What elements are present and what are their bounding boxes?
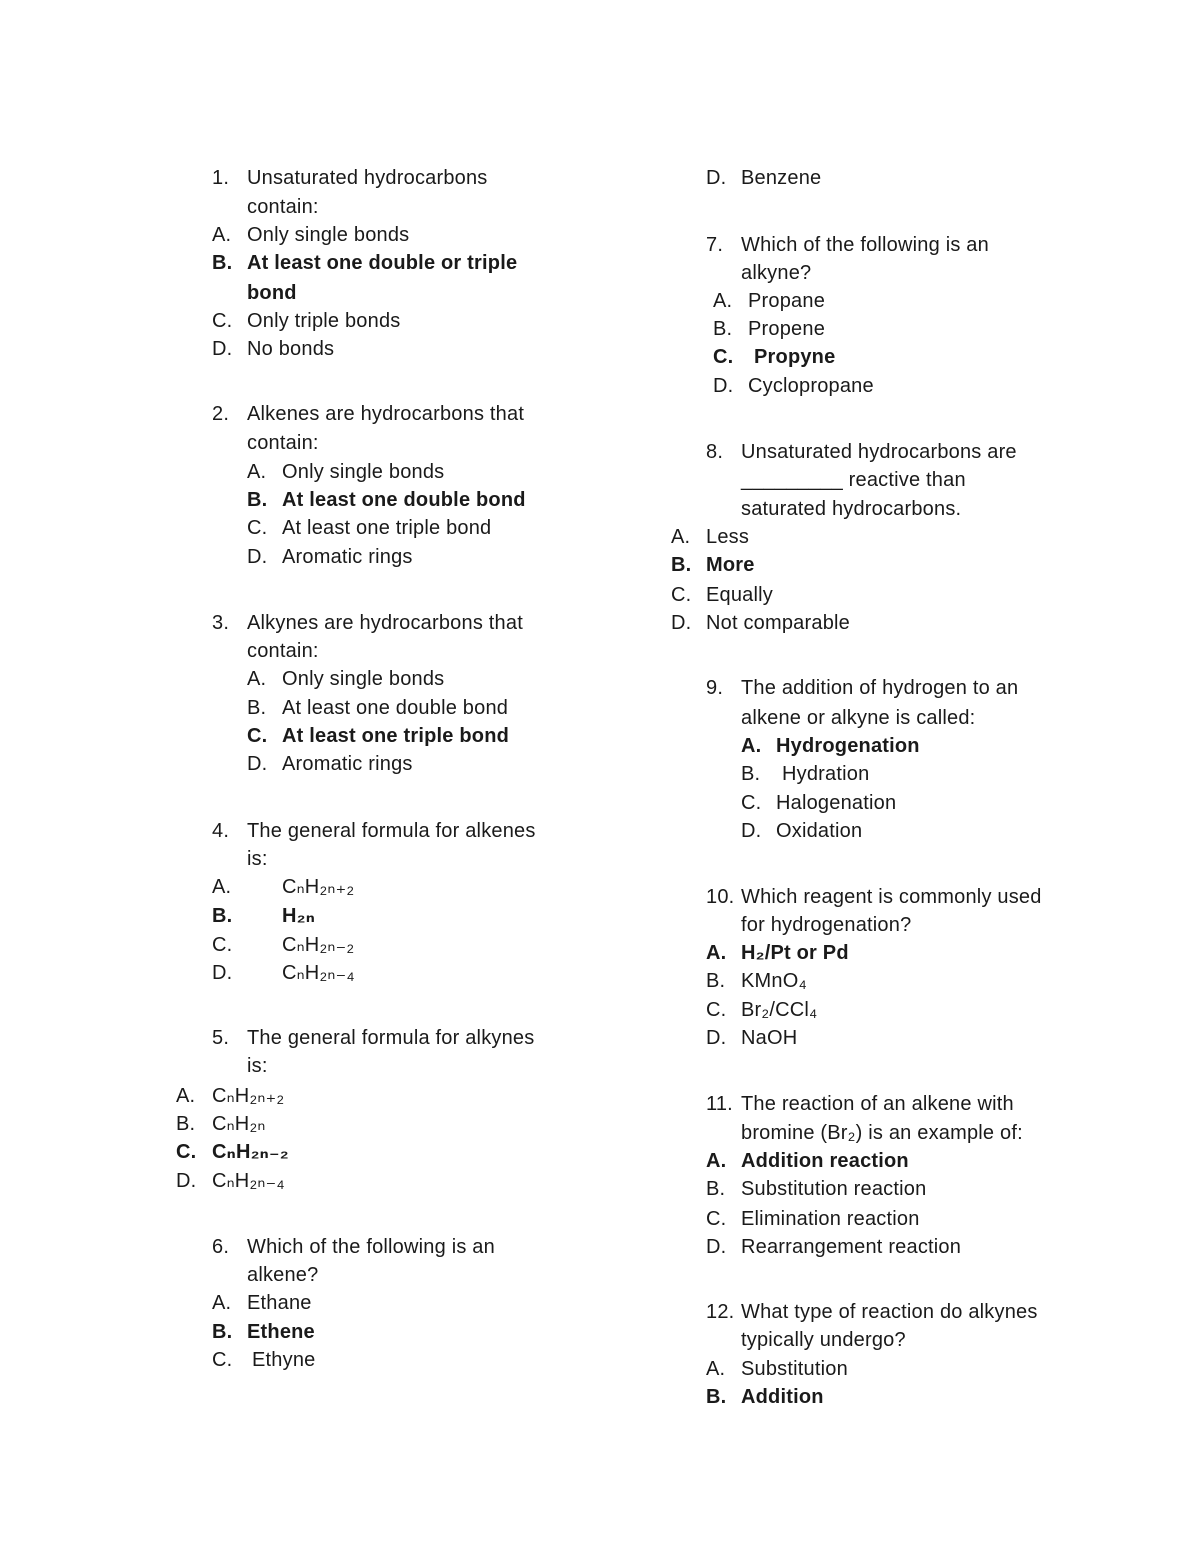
option-label: C.	[247, 517, 268, 539]
question-text: typically undergo?	[741, 1329, 906, 1351]
option-label: B.	[741, 763, 761, 785]
option-label: A.	[212, 224, 232, 246]
question-text: What type of reaction do alkynes	[741, 1301, 1038, 1323]
option-label: C.	[713, 346, 734, 368]
option-text: Ethene	[247, 1321, 315, 1343]
option-text: CₙH₂ₙ₋₂	[212, 1141, 289, 1163]
option-label: D.	[706, 1027, 727, 1049]
option-label: B.	[176, 1113, 196, 1135]
option-label: A.	[706, 942, 727, 964]
option-label: A.	[212, 876, 232, 898]
option-label: C.	[212, 934, 233, 956]
option-text: CₙH₂ₙ₋₂	[282, 934, 355, 956]
question-text: for hydrogenation?	[741, 914, 912, 936]
option-text: Hydration	[782, 763, 870, 785]
option-label: A.	[247, 461, 267, 483]
option-text: At least one triple bond	[282, 725, 510, 747]
question-text: Alkenes are hydrocarbons that	[247, 403, 525, 425]
option-text: Only single bonds	[282, 461, 445, 483]
question-number: 7.	[706, 234, 724, 256]
option-text: H₂/Pt or Pd	[741, 942, 849, 964]
option-text: CₙH₂ₙ₊₂	[282, 876, 355, 898]
option-text: Cyclopropane	[748, 375, 874, 397]
option-text: Rearrangement reaction	[741, 1236, 962, 1258]
option-text: KMnO₄	[741, 970, 807, 992]
question-text: alkene or alkyne is called:	[741, 707, 976, 729]
option-text: Br₂/CCl₄	[741, 999, 818, 1021]
option-label: A.	[706, 1150, 727, 1172]
option-label: A.	[247, 668, 267, 690]
option-label: B.	[706, 1386, 727, 1408]
option-text: Propyne	[754, 346, 836, 368]
question-number: 3.	[212, 612, 230, 634]
option-text: Substitution	[741, 1358, 848, 1380]
option-text: Halogenation	[776, 792, 897, 814]
question-text: Alkynes are hydrocarbons that	[247, 612, 523, 634]
option-label: C.	[212, 1349, 233, 1371]
option-text: Propene	[748, 318, 826, 340]
option-text: Addition reaction	[741, 1150, 909, 1172]
option-text: Aromatic rings	[282, 753, 413, 775]
option-label: C.	[706, 1208, 727, 1230]
question-text: The general formula for alkenes	[247, 820, 536, 842]
question-number: 8.	[706, 441, 724, 463]
question-text: is:	[247, 1055, 268, 1077]
question-text: Which of the following is an	[741, 234, 989, 256]
option-label: A.	[706, 1358, 726, 1380]
option-text-continued: bond	[247, 282, 297, 304]
option-label: D.	[713, 375, 734, 397]
option-text: CₙH₂ₙ₊₂	[212, 1085, 285, 1107]
option-text: Only single bonds	[247, 224, 410, 246]
option-label: A.	[713, 290, 733, 312]
option-text: No bonds	[247, 338, 335, 360]
option-label: B.	[212, 252, 233, 274]
question-text: Unsaturated hydrocarbons	[247, 167, 488, 189]
option-text: Propane	[748, 290, 826, 312]
option-label: B.	[247, 489, 268, 511]
option-text: H₂ₙ	[282, 905, 316, 927]
option-label: B.	[212, 1321, 233, 1343]
option-text: CₙH₂ₙ	[212, 1113, 266, 1135]
option-text: More	[706, 554, 755, 576]
option-text: Aromatic rings	[282, 546, 413, 568]
question-number: 12.	[706, 1301, 735, 1323]
option-text: NaOH	[741, 1027, 798, 1049]
option-label: D.	[706, 1236, 727, 1258]
question-text: The addition of hydrogen to an	[741, 677, 1019, 699]
option-label: C.	[176, 1141, 197, 1163]
question-text: The reaction of an alkene with	[741, 1093, 1014, 1115]
question-text: contain:	[247, 432, 319, 454]
question-text: saturated hydrocarbons.	[741, 498, 962, 520]
option-text: Equally	[706, 584, 773, 606]
question-text: _________ reactive than	[741, 469, 966, 491]
option-label: B.	[212, 905, 233, 927]
question-number: 11.	[706, 1093, 733, 1115]
option-label: C.	[671, 584, 692, 606]
question-text: is:	[247, 848, 268, 870]
option-label: A.	[176, 1085, 196, 1107]
option-text: CₙH₂ₙ₋₄	[212, 1170, 285, 1192]
question-text: contain:	[247, 196, 319, 218]
question-text: Unsaturated hydrocarbons are	[741, 441, 1017, 463]
option-text: Benzene	[741, 167, 822, 189]
option-text: At least one triple bond	[282, 517, 492, 539]
option-text: At least one double bond	[282, 697, 509, 719]
option-label: B.	[713, 318, 733, 340]
option-label: A.	[212, 1292, 232, 1314]
option-text: At least one double bond	[282, 489, 526, 511]
option-label: D.	[741, 820, 762, 842]
option-label: D.	[247, 753, 268, 775]
option-label: B.	[247, 697, 267, 719]
option-label: D.	[212, 338, 233, 360]
question-text: alkyne?	[741, 262, 812, 284]
option-text: Ethyne	[252, 1349, 316, 1371]
option-text: Hydrogenation	[776, 735, 920, 757]
option-label: B.	[706, 1178, 726, 1200]
option-text: At least one double or triple	[247, 252, 518, 274]
option-text: Addition	[741, 1386, 824, 1408]
option-label: B.	[706, 970, 726, 992]
option-label: C.	[706, 999, 727, 1021]
option-label: B.	[671, 554, 692, 576]
question-text: The general formula for alkynes	[247, 1027, 535, 1049]
option-text: Not comparable	[706, 612, 850, 634]
question-number: 5.	[212, 1027, 230, 1049]
option-label: A.	[671, 526, 691, 548]
question-number: 9.	[706, 677, 724, 699]
option-text: Ethane	[247, 1292, 312, 1314]
question-text: Which of the following is an	[247, 1236, 495, 1258]
option-label: A.	[741, 735, 762, 757]
option-label: C.	[247, 725, 268, 747]
question-number: 10.	[706, 886, 735, 908]
question-text: alkene?	[247, 1264, 319, 1286]
option-label: C.	[212, 310, 233, 332]
question-text: Which reagent is commonly used	[741, 886, 1042, 908]
option-text: Oxidation	[776, 820, 863, 842]
option-text: Only triple bonds	[247, 310, 401, 332]
option-text: Elimination reaction	[741, 1208, 920, 1230]
option-label: D.	[706, 167, 727, 189]
option-label: D.	[176, 1170, 197, 1192]
question-number: 6.	[212, 1236, 230, 1258]
option-label: D.	[671, 612, 692, 634]
option-text: Less	[706, 526, 750, 548]
question-text: contain:	[247, 640, 319, 662]
question-number: 2.	[212, 403, 230, 425]
question-text: bromine (Br₂) is an example of:	[741, 1122, 1023, 1144]
question-number: 1.	[212, 167, 230, 189]
option-label: C.	[741, 792, 762, 814]
question-number: 4.	[212, 820, 230, 842]
option-text: Substitution reaction	[741, 1178, 927, 1200]
option-text: Only single bonds	[282, 668, 445, 690]
option-label: D.	[247, 546, 268, 568]
option-label: D.	[212, 962, 233, 984]
option-text: CₙH₂ₙ₋₄	[282, 962, 355, 984]
